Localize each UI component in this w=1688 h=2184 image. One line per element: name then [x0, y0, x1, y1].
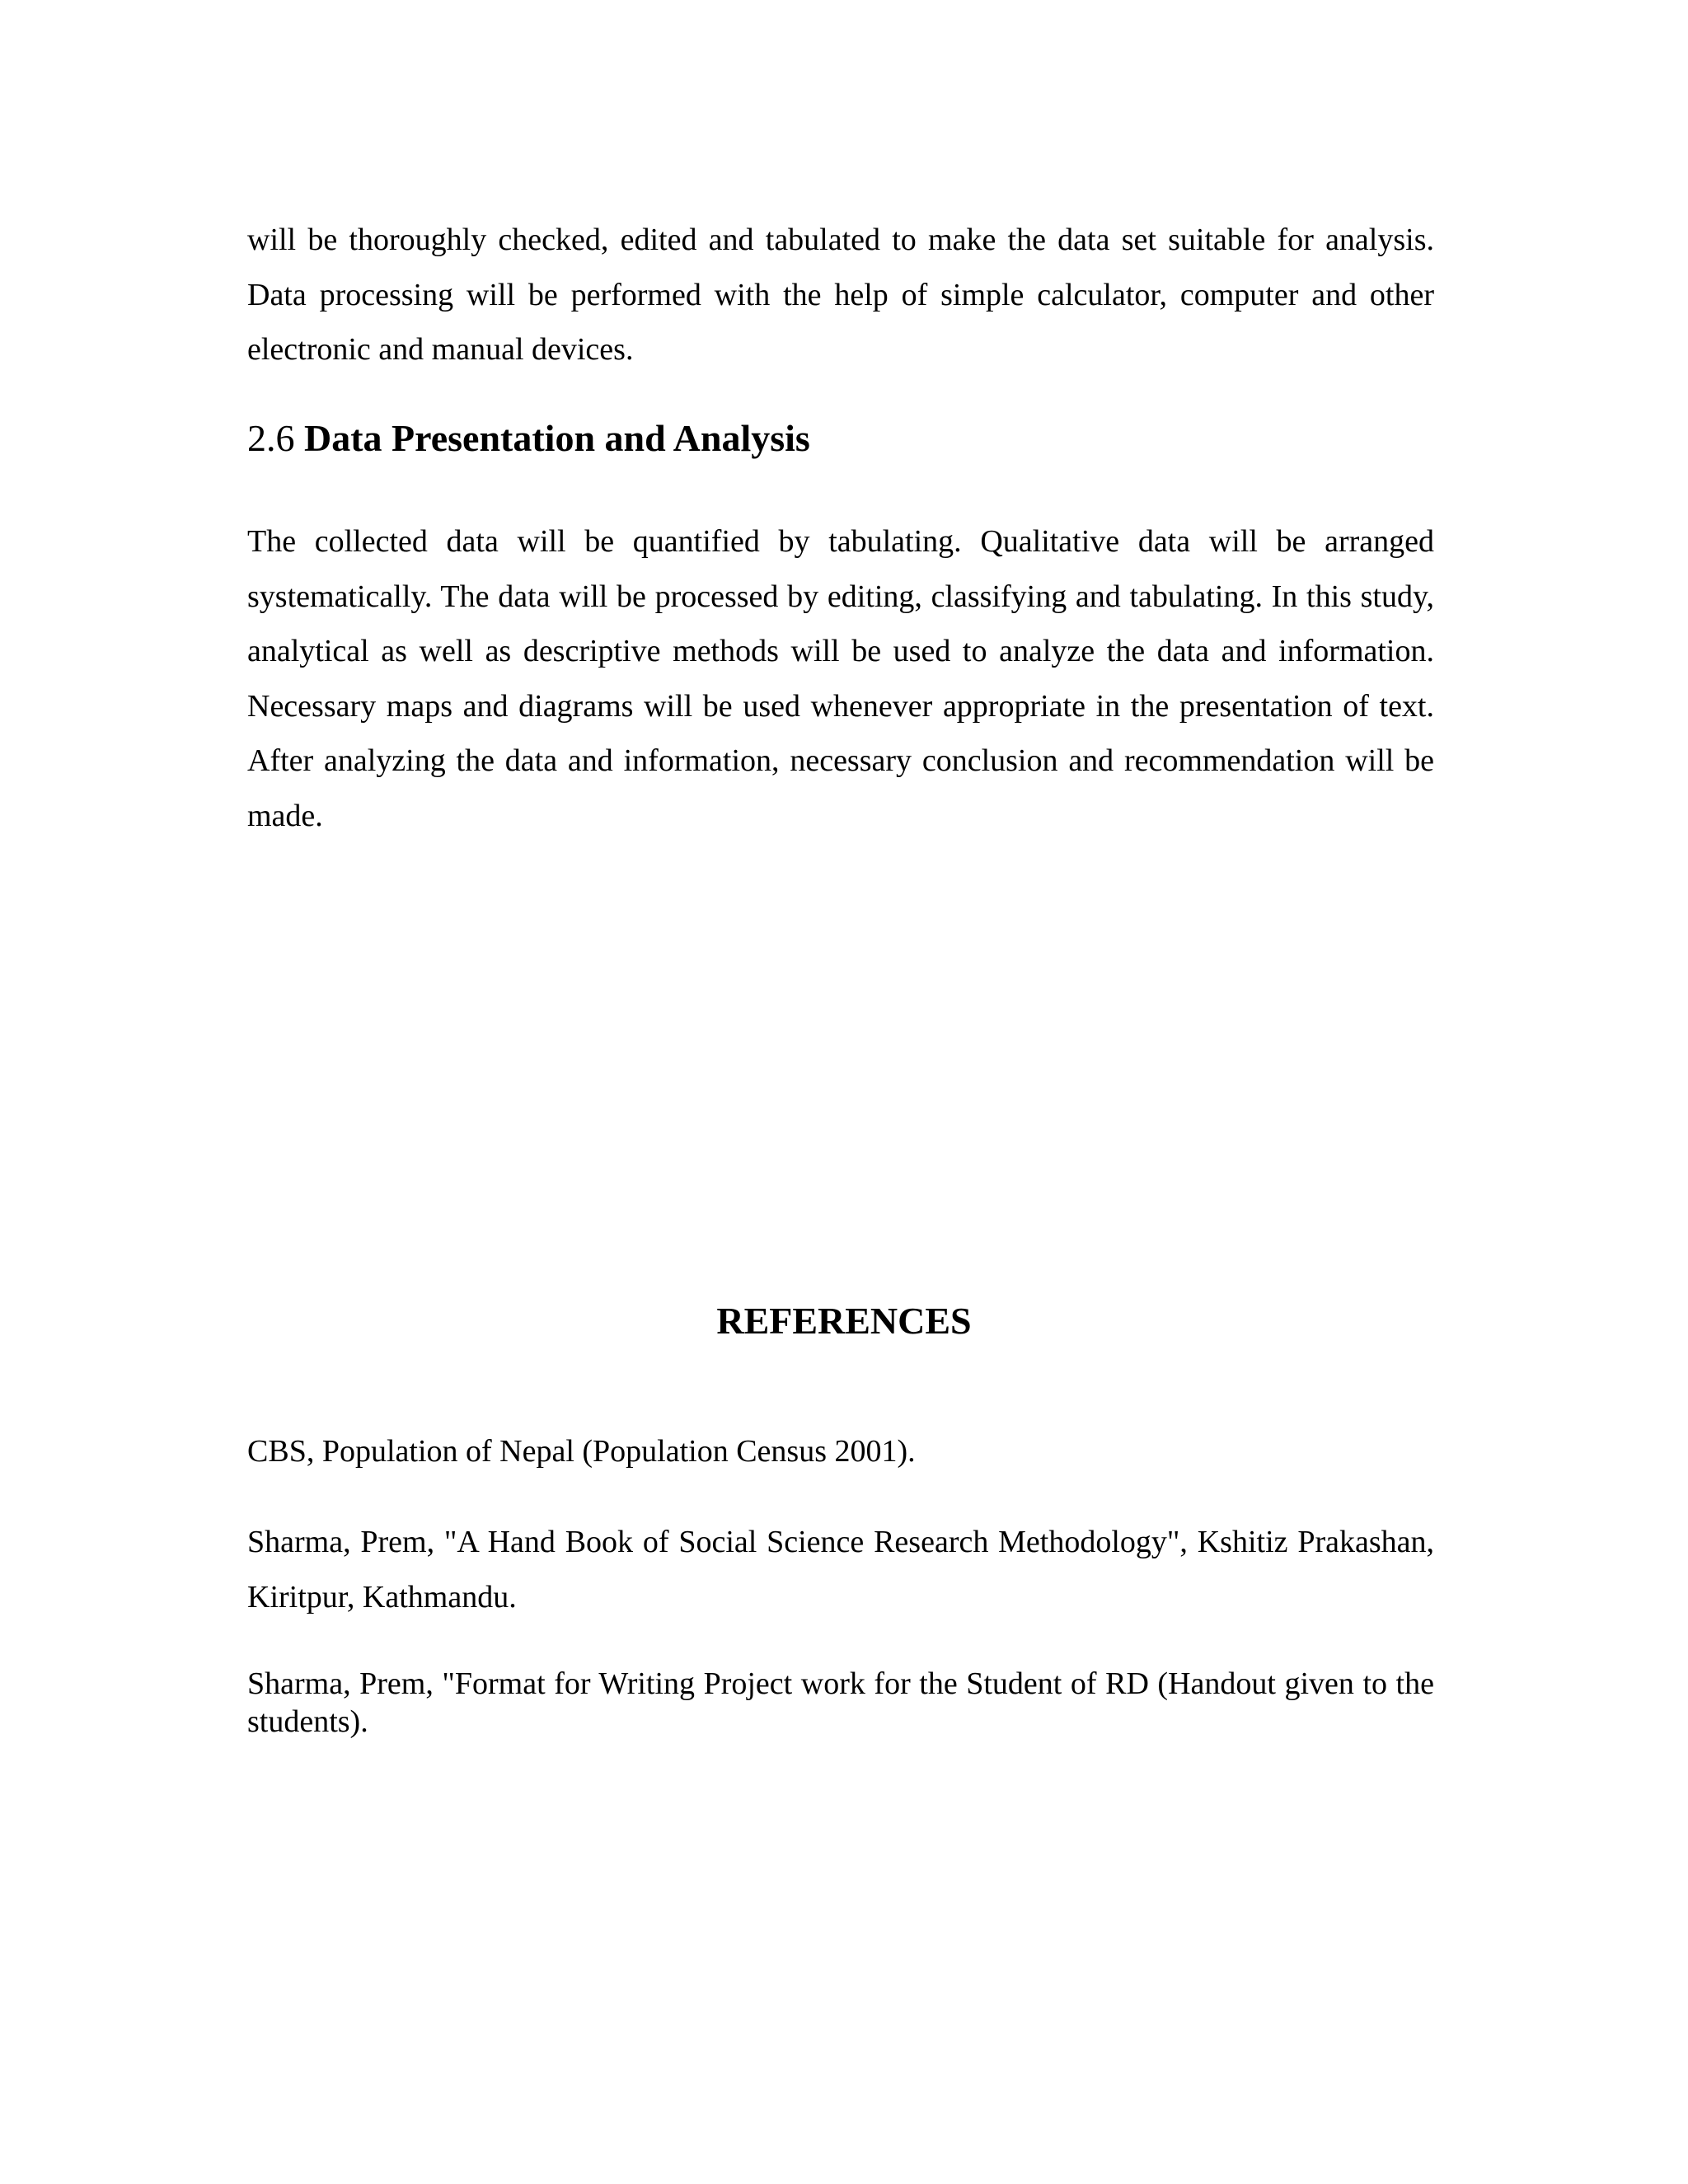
reference-item: Sharma, Prem, "Format for Writing Project work for the Student of RD (Handout given to the students).: [247, 1666, 1434, 1739]
section-title: Data Presentation and Analysis: [304, 417, 810, 459]
section-paragraph: The collected data will be quantified by tabulating. Qualitative data will be arranged systematically. The data will be processed by editing, classifying and tabulating. In this study, analytical as well as descriptive methods will be used to analyze the data and information. Necessary maps and diagrams will be used whenever appropriate in the presentation of text. After analyzing the data and information, necessary conclusion and recommendation will be made.: [247, 524, 1434, 833]
section-heading: [247, 414, 1434, 463]
section-number: 2.6: [247, 417, 295, 459]
references-heading: REFERENCES: [716, 1300, 972, 1342]
intro-paragraph: will be thoroughly checked, edited and tabulated to make the data set suitable for analysis. Data processing will be performed with the help of simple calculator, computer and other electronic and manual devices.: [247, 223, 1434, 367]
reference-item: CBS, Population of Nepal (Population Census 2001).: [247, 1434, 916, 1469]
reference-item: Sharma, Prem, "A Hand Book of Social Science Research Methodology", Kshitiz Prakashan, Kiritpur, Kathmandu.: [247, 1525, 1434, 1615]
